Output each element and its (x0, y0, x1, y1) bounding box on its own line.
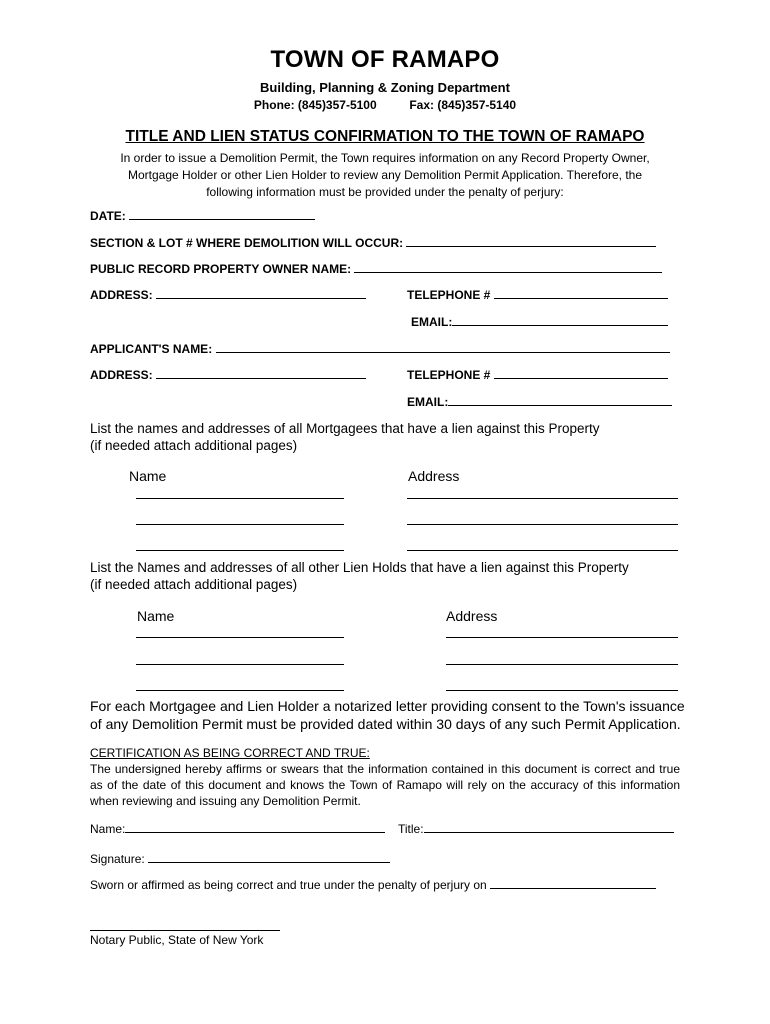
applicant-email-label: EMAIL: (407, 395, 449, 409)
notice-line: of any Demolition Permit must be provided dated within 30 days of any such Permit Application. (90, 716, 681, 732)
phone-number: Phone: (845)357-5100 (253, 98, 377, 112)
lien-holder-address-blank[interactable] (446, 637, 678, 638)
mortgagees-instruction (90, 420, 600, 454)
applicant-email-blank[interactable] (448, 394, 672, 406)
notary-signature-blank[interactable] (90, 930, 280, 931)
date-label: DATE: (90, 209, 126, 223)
cert-name-field[interactable] (90, 821, 385, 836)
applicant-address-field[interactable] (90, 367, 366, 382)
owner-email-blank[interactable] (452, 314, 668, 326)
cert-signature-field[interactable] (90, 851, 390, 866)
lien-holder-name-header: Name (137, 608, 175, 624)
section-lot-blank[interactable] (406, 235, 656, 247)
mortgagee-name-blank[interactable] (136, 498, 344, 499)
cert-signature-blank[interactable] (148, 851, 390, 863)
lien-holder-address-blank[interactable] (446, 690, 678, 691)
applicant-address-blank[interactable] (156, 367, 366, 379)
owner-email-label: EMAIL: (411, 315, 453, 329)
applicant-telephone-label: TELEPHONE # (407, 368, 491, 382)
owner-address-blank[interactable] (156, 287, 366, 299)
owner-telephone-label: TELEPHONE # (407, 288, 491, 302)
certification-heading: CERTIFICATION AS BEING CORRECT AND TRUE: (90, 746, 370, 760)
intro-line: following information must be provided under the penalty of perjury: (206, 185, 564, 199)
applicant-name-blank[interactable] (216, 341, 670, 353)
owner-telephone-field[interactable] (407, 287, 668, 302)
lien-holder-name-blank[interactable] (136, 637, 344, 638)
lien-holder-name-blank[interactable] (136, 690, 344, 691)
applicant-name-field[interactable] (90, 341, 670, 356)
owner-address-label: ADDRESS: (90, 288, 153, 302)
mortgagee-address-blank[interactable] (407, 498, 678, 499)
certification-body: The undersigned hereby affirms or swears that the information contained in this document is correct and true as of the date of this document and knows the Town of Ramapo will rely on the accuracy of this information when reviewing and issuing any Demolition Permit. (90, 762, 680, 808)
applicant-address-label: ADDRESS: (90, 368, 153, 382)
contact-line (0, 98, 770, 112)
mortgagee-name-blank[interactable] (136, 550, 344, 551)
section-lot-field[interactable] (90, 235, 656, 250)
instruction-line: (if needed attach additional pages) (90, 577, 298, 592)
lien-holders-instruction (90, 559, 629, 593)
sworn-label: Sworn or affirmed as being correct and true under the penalty of perjury on (90, 878, 487, 892)
fax-number: Fax: (845)357-5140 (409, 98, 517, 112)
date-blank[interactable] (129, 208, 315, 220)
intro-paragraph (0, 150, 770, 201)
cert-name-label: Name: (90, 822, 126, 836)
form-title: TITLE AND LIEN STATUS CONFIRMATION TO THE TOWN OF RAMAPO (125, 128, 645, 145)
owner-name-field[interactable] (90, 261, 662, 276)
town-title: TOWN OF RAMAPO (270, 46, 500, 73)
section-lot-label: SECTION & LOT # WHERE DEMOLITION WILL OCCUR: (90, 236, 404, 250)
instruction-line: List the names and addresses of all Mortgagees that have a lien against this Property (90, 421, 600, 436)
owner-email-field[interactable] (411, 314, 668, 329)
intro-line: Mortgage Holder or other Lien Holder to review any Demolition Permit Application. Therefore, the (127, 168, 643, 182)
applicant-email-field[interactable] (407, 394, 672, 409)
department-name: Building, Planning & Zoning Department (260, 80, 510, 95)
cert-title-blank[interactable] (424, 821, 674, 833)
sworn-date-field[interactable] (90, 877, 656, 892)
lien-holder-address-header: Address (446, 608, 498, 624)
sworn-date-blank[interactable] (490, 877, 656, 889)
applicant-telephone-blank[interactable] (494, 367, 668, 379)
date-field[interactable] (90, 208, 315, 223)
owner-address-field[interactable] (90, 287, 366, 302)
mortgagee-address-blank[interactable] (407, 524, 678, 525)
cert-title-field[interactable] (398, 821, 674, 836)
intro-line: In order to issue a Demolition Permit, the Town requires information on any Record Property Owner, (120, 151, 650, 165)
cert-signature-label: Signature: (90, 852, 145, 866)
cert-name-blank[interactable] (125, 821, 385, 833)
mortgagee-address-blank[interactable] (407, 550, 678, 551)
cert-title-label: Title: (398, 822, 424, 836)
lien-holder-name-blank[interactable] (136, 664, 344, 665)
notice-line: For each Mortgagee and Lien Holder a notarized letter providing consent to the Town's issuance (90, 698, 685, 714)
mortgagee-name-header: Name (129, 468, 167, 484)
mortgagee-name-blank[interactable] (136, 524, 344, 525)
notarized-letter-notice (90, 697, 685, 733)
notary-label: Notary Public, State of New York (90, 933, 264, 947)
mortgagee-address-header: Address (408, 468, 460, 484)
instruction-line: List the Names and addresses of all other Lien Holds that have a lien against this Property (90, 560, 629, 575)
applicant-telephone-field[interactable] (407, 367, 668, 382)
owner-name-blank[interactable] (354, 261, 662, 273)
lien-holder-address-blank[interactable] (446, 664, 678, 665)
instruction-line: (if needed attach additional pages) (90, 438, 298, 453)
owner-telephone-blank[interactable] (494, 287, 668, 299)
applicant-name-label: APPLICANT'S NAME: (90, 342, 213, 356)
owner-name-label: PUBLIC RECORD PROPERTY OWNER NAME: (90, 262, 352, 276)
